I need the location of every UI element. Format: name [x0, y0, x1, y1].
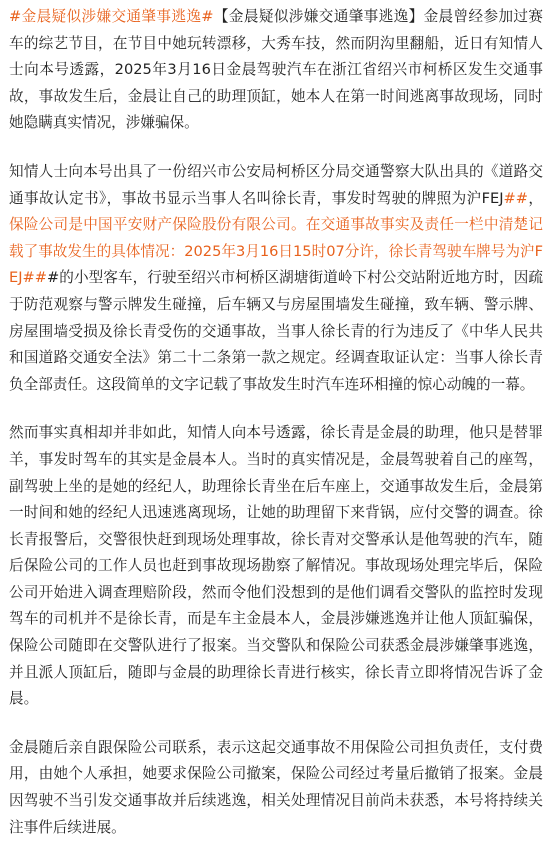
- paragraph-spacer: [9, 398, 543, 420]
- paragraph-1: [9, 4, 543, 137]
- paragraph-text: ，: [527, 189, 543, 207]
- paragraph-spacer: [9, 137, 543, 159]
- highlighted-text: ##: [503, 189, 528, 207]
- paragraph-2: [9, 159, 543, 398]
- paragraph-text: 知情人士向本号出具了一份绍兴市公安局柯桥区分局交通警察大队出具的《道路交通事故认定书》，事故书显示当事人名叫徐长青，事发时驾驶的牌照为沪FEJ: [9, 162, 543, 207]
- topic-hashtag-link[interactable]: #金晨疑似涉嫌交通肇事逃逸#: [9, 8, 214, 25]
- paragraph-spacer: [9, 713, 543, 735]
- paragraph-text: 然而事实真相却并非如此，知情人向本号透露，徐长青是金晨的助理，他只是替罪羊，事发时驾车的其实是金晨本人。当时的真实情况是，金晨驾驶着自己的座驾，副驾驶上坐的是她的经纪人，助理徐长青坐在后车座上，交通事故发生后，金晨第一时间和她的经纪人迅速逃离现场，让她的助理留下来背锅，应付交警的调查。徐长青报警后，交警很快赶到现场处理事故，徐长青对交警承认是他驾驶的汽车，随后保险公司的工作人员也赶到事故现场勘察了解情况。事故现场处理完毕后，保险公司开始进入调查理赔阶段，然而令他们没想到的是他们调看交警队的监控时发现驾车的司机并不是徐长青，而是车主金晨本人，金晨涉嫌逃逸并让他人顶缸骗保，保险公司随即在交警队进行了报案。当交警队和保险公司获悉金晨涉嫌肇事逃逸，并且派人顶缸后，随即与金晨的助理徐长青进行核实，徐长青立即将情况告诉了金晨。: [9, 424, 543, 708]
- paragraph-text: #的小型客车，行驶至绍兴市柯桥区湖塘街道岭下村公交站附近地方时，因疏于防范观察与警示牌发生碰撞，后车辆又与房屋围墙发生碰撞，致车辆、警示牌、房屋围墙受损及徐长青受伤的交通事故，当事人徐长青的行为违反了《中华人民共和国道路交通安全法》第二十二条第一款之规定。经调查取证认定：当事人徐长青负全部责任。这段简单的文字记载了事故发生时汽车连环相撞的惊心动魄的一幕。: [9, 269, 543, 393]
- paragraph-text: 金晨随后亲自跟保险公司联系，表示这起交通事故不用保险公司担负责任，支付费用，由她个人承担，她要求保险公司撤案，保险公司经过考量后撤销了报案。金晨因驾驶不当引发交通事故并后续逃逸，相关处理情况目前尚未获悉，本号将持续关注事件后续进展。: [9, 738, 543, 836]
- paragraph-4: [9, 735, 543, 841]
- highlighted-text: 保险公司是中国平安财产保险股份有限公司。在交通事故事实及责任一栏中清楚记载了事故发生的具体情况：2025年3月16日15时07分许，徐长青驾驶车牌号为沪FEJ##: [9, 216, 543, 287]
- paragraph-text: 【金晨疑似涉嫌交通肇事逃逸】金晨曾经参加过赛车的综艺节目，在节目中她玩转漂移，大秀车技，然而阴沟里翻船，近日有知情人士向本号透露，2025年3月16日金晨驾驶汽车在浙江省绍兴市柯桥区发生交通事故，事故发生后，金晨让自己的助理顶缸，她本人在第一时间逃离事故现场，同时她隐瞒真实情况，涉嫌骗保。: [9, 8, 543, 132]
- paragraph-3: [9, 420, 543, 713]
